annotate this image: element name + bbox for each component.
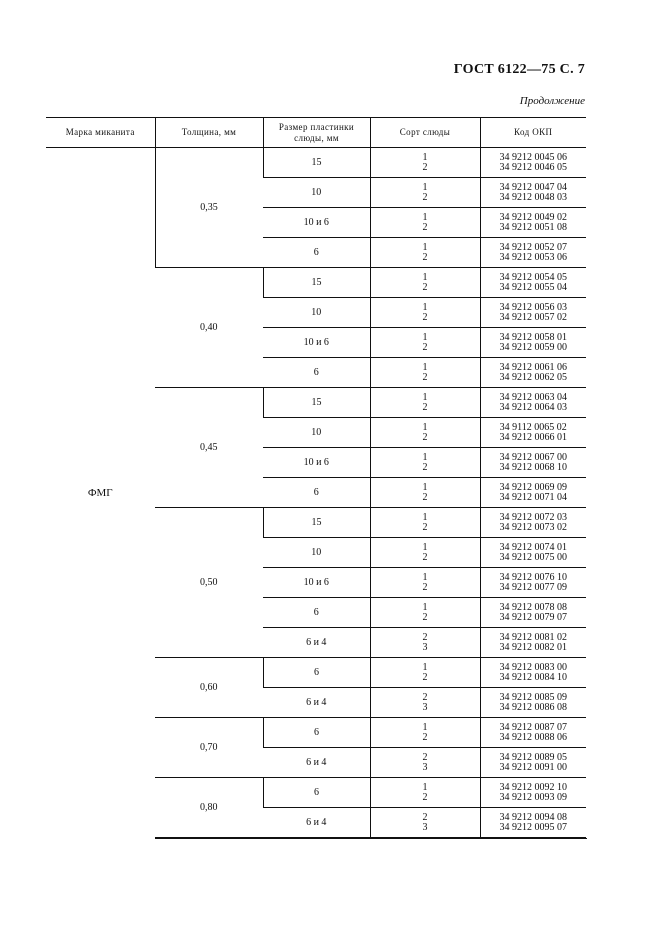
thickness-cell: 0,70 [155, 718, 263, 778]
okp-code-value: 34 9212 0047 04 [499, 181, 567, 193]
brand-cell: ФМГ [87, 486, 113, 499]
grade-cell [370, 658, 480, 688]
grade-value: 2 [422, 631, 428, 643]
grade-value: 1 [422, 481, 428, 493]
okp-code-value: 34 9112 0065 02 [499, 421, 567, 433]
grade-value: 2 [422, 491, 428, 503]
thickness-cell: 0,50 [155, 508, 263, 658]
grade-value: 1 [422, 151, 428, 163]
thickness-cell: 0,40 [155, 268, 263, 388]
grade-cell [370, 418, 480, 448]
okp-code-value: 34 9212 0085 09 [499, 691, 567, 703]
okp-code-value: 34 9212 0067 00 [499, 451, 567, 463]
okp-code-value: 34 9212 0057 02 [499, 311, 567, 323]
okp-code-value: 34 9212 0087 07 [499, 721, 567, 733]
plate-size-cell: 6 [263, 778, 370, 808]
okp-code-cell [480, 178, 586, 208]
okp-code-value: 34 9212 0062 05 [499, 371, 567, 383]
grade-value: 2 [422, 401, 428, 413]
okp-code-cell [480, 688, 586, 718]
okp-code-value: 34 9212 0052 07 [499, 241, 567, 253]
plate-size-cell: 10 [263, 298, 370, 328]
plate-size-cell: 6 [263, 358, 370, 388]
grade-cell [370, 778, 480, 808]
okp-code-value: 34 9212 0092 10 [499, 781, 567, 793]
grade-value: 3 [422, 641, 428, 653]
grade-cell [370, 298, 480, 328]
okp-code-value: 34 9212 0059 00 [499, 341, 567, 353]
okp-code-cell [480, 388, 586, 418]
plate-size-cell: 15 [263, 508, 370, 538]
okp-code-value: 34 9212 0076 10 [499, 571, 567, 583]
plate-size-cell: 10 [263, 538, 370, 568]
plate-size-cell: 6 [263, 718, 370, 748]
grade-cell [370, 478, 480, 508]
thickness-cell: 0,35 [155, 148, 263, 268]
plate-size-cell: 15 [263, 388, 370, 418]
okp-code-value: 34 9212 0066 01 [499, 431, 567, 443]
okp-code-value: 34 9212 0073 02 [499, 521, 567, 533]
grade-cell [370, 568, 480, 598]
okp-code-value: 34 9212 0079 07 [499, 611, 567, 623]
table-bottom-rule [155, 838, 587, 839]
okp-code-value: 34 9212 0086 08 [499, 701, 567, 713]
okp-code-value: 34 9212 0082 01 [499, 641, 567, 653]
okp-code-value: 34 9212 0063 04 [499, 391, 567, 403]
okp-code-value: 34 9212 0094 08 [499, 811, 567, 823]
plate-size-cell: 6 и 4 [263, 808, 370, 838]
plate-size-cell: 10 и 6 [263, 208, 370, 238]
grade-value: 1 [422, 331, 428, 343]
okp-code-cell [480, 448, 586, 478]
grade-value: 2 [422, 611, 428, 623]
grade-cell [370, 628, 480, 658]
plate-size-cell: 10 [263, 178, 370, 208]
grade-value: 1 [422, 181, 428, 193]
okp-code-cell [480, 658, 586, 688]
plate-size-cell: 10 и 6 [263, 328, 370, 358]
grade-value: 2 [422, 461, 428, 473]
grade-value: 2 [422, 281, 428, 293]
okp-code-cell [480, 298, 586, 328]
grade-cell [370, 448, 480, 478]
okp-code-value: 34 9212 0093 09 [499, 791, 567, 803]
okp-code-value: 34 9212 0084 10 [499, 671, 567, 683]
table-body [46, 148, 586, 838]
grade-value: 1 [422, 211, 428, 223]
plate-size-cell: 6 [263, 478, 370, 508]
grade-value: 2 [422, 371, 428, 383]
okp-code-value: 34 9212 0095 07 [499, 821, 567, 833]
okp-code-value: 34 9212 0069 09 [499, 481, 567, 493]
grade-value: 1 [422, 721, 428, 733]
column-header-brand: Марка миканита [46, 118, 155, 148]
column-header-okp-code: Код ОКП [480, 118, 586, 148]
okp-code-value: 34 9212 0045 06 [499, 151, 567, 163]
okp-code-value: 34 9212 0081 02 [499, 631, 567, 643]
plate-size-cell: 15 [263, 148, 370, 178]
plate-size-cell: 10 и 6 [263, 568, 370, 598]
grade-cell [370, 598, 480, 628]
okp-code-value: 34 9212 0074 01 [499, 541, 567, 553]
okp-code-value: 34 9212 0091 00 [499, 761, 567, 773]
okp-code-cell [480, 268, 586, 298]
okp-code-value: 34 9212 0048 03 [499, 191, 567, 203]
table-header-row [46, 118, 586, 148]
plate-size-cell: 6 [263, 598, 370, 628]
grade-cell [370, 268, 480, 298]
okp-code-cell [480, 148, 586, 178]
grade-value: 3 [422, 701, 428, 713]
okp-code-cell [480, 538, 586, 568]
grade-value: 1 [422, 601, 428, 613]
grade-value: 1 [422, 421, 428, 433]
column-header-thickness: Толщина, мм [155, 118, 263, 148]
grade-value: 1 [422, 391, 428, 403]
okp-code-cell [480, 778, 586, 808]
grade-value: 2 [422, 251, 428, 263]
okp-code-value: 34 9212 0088 06 [499, 731, 567, 743]
okp-code-cell [480, 598, 586, 628]
okp-code-value: 34 9212 0053 06 [499, 251, 567, 263]
grade-value: 2 [422, 191, 428, 203]
grade-cell [370, 358, 480, 388]
grade-cell [370, 148, 480, 178]
grade-value: 2 [422, 221, 428, 233]
okp-code-cell [480, 718, 586, 748]
okp-code-cell [480, 748, 586, 778]
okp-code-cell [480, 418, 586, 448]
okp-code-value: 34 9212 0083 00 [499, 661, 567, 673]
okp-code-cell [480, 328, 586, 358]
okp-code-value: 34 9212 0049 02 [499, 211, 567, 223]
column-header-plate-size: Размер пластинки слюды, мм [263, 118, 370, 148]
grade-value: 3 [422, 821, 428, 833]
grade-value: 2 [422, 791, 428, 803]
grade-value: 2 [422, 431, 428, 443]
grade-value: 2 [422, 341, 428, 353]
grade-value: 2 [422, 521, 428, 533]
grade-cell [370, 178, 480, 208]
grade-value: 2 [422, 811, 428, 823]
grade-value: 2 [422, 751, 428, 763]
okp-code-cell [480, 478, 586, 508]
grade-value: 1 [422, 241, 428, 253]
thickness-cell: 0,45 [155, 388, 263, 508]
okp-code-cell [480, 808, 586, 838]
grade-value: 1 [422, 361, 428, 373]
grade-cell [370, 508, 480, 538]
okp-code-value: 34 9212 0061 06 [499, 361, 567, 373]
grade-value: 2 [422, 161, 428, 173]
page-header-title: ГОСТ 6122—75 С. 7 [453, 62, 585, 77]
okp-code-cell [480, 208, 586, 238]
plate-size-cell: 6 [263, 238, 370, 268]
grade-value: 1 [422, 541, 428, 553]
plate-size-cell: 6 и 4 [263, 628, 370, 658]
plate-size-cell: 15 [263, 268, 370, 298]
okp-code-value: 34 9212 0051 08 [499, 221, 567, 233]
thickness-cell: 0,60 [155, 658, 263, 718]
grade-value: 2 [422, 671, 428, 683]
okp-code-value: 34 9212 0077 09 [499, 581, 567, 593]
okp-code-cell [480, 238, 586, 268]
grade-cell [370, 388, 480, 418]
grade-value: 1 [422, 661, 428, 673]
okp-code-value: 34 9212 0068 10 [499, 461, 567, 473]
grade-value: 2 [422, 551, 428, 563]
grade-value: 1 [422, 301, 428, 313]
okp-code-value: 34 9212 0064 03 [499, 401, 567, 413]
plate-size-cell: 6 и 4 [263, 748, 370, 778]
grade-cell [370, 748, 480, 778]
grade-value: 2 [422, 691, 428, 703]
grade-value: 2 [422, 581, 428, 593]
grade-value: 2 [422, 731, 428, 743]
plate-size-cell: 10 и 6 [263, 448, 370, 478]
continuation-label: Продолжение [519, 95, 585, 107]
grade-cell [370, 808, 480, 838]
okp-code-cell [480, 628, 586, 658]
grade-value: 1 [422, 451, 428, 463]
thickness-cell: 0,80 [155, 778, 263, 838]
grade-cell [370, 688, 480, 718]
okp-code-value: 34 9212 0071 04 [499, 491, 567, 503]
okp-code-value: 34 9212 0046 05 [499, 161, 567, 173]
plate-size-cell: 6 и 4 [263, 688, 370, 718]
okp-code-value: 34 9212 0054 05 [499, 271, 567, 283]
column-header-grade: Сорт слюды [370, 118, 480, 148]
grade-value: 3 [422, 761, 428, 773]
grade-value: 1 [422, 571, 428, 583]
plate-size-cell: 10 [263, 418, 370, 448]
grade-cell [370, 208, 480, 238]
okp-code-cell [480, 568, 586, 598]
okp-code-value: 34 9212 0078 08 [499, 601, 567, 613]
okp-code-value: 34 9212 0089 05 [499, 751, 567, 763]
grade-cell [370, 328, 480, 358]
okp-code-value: 34 9212 0056 03 [499, 301, 567, 313]
okp-code-value: 34 9212 0058 01 [499, 331, 567, 343]
grade-cell [370, 538, 480, 568]
okp-code-cell [480, 358, 586, 388]
okp-code-value: 34 9212 0075 00 [499, 551, 567, 563]
table-row [46, 148, 586, 178]
mica-specification-table [46, 117, 586, 838]
okp-code-cell [480, 508, 586, 538]
okp-code-value: 34 9212 0055 04 [499, 281, 567, 293]
grade-value: 1 [422, 511, 428, 523]
plate-size-cell: 6 [263, 658, 370, 688]
grade-value: 2 [422, 311, 428, 323]
grade-value: 1 [422, 271, 428, 283]
grade-value: 1 [422, 781, 428, 793]
grade-cell [370, 238, 480, 268]
okp-code-value: 34 9212 0072 03 [499, 511, 567, 523]
grade-cell [370, 718, 480, 748]
